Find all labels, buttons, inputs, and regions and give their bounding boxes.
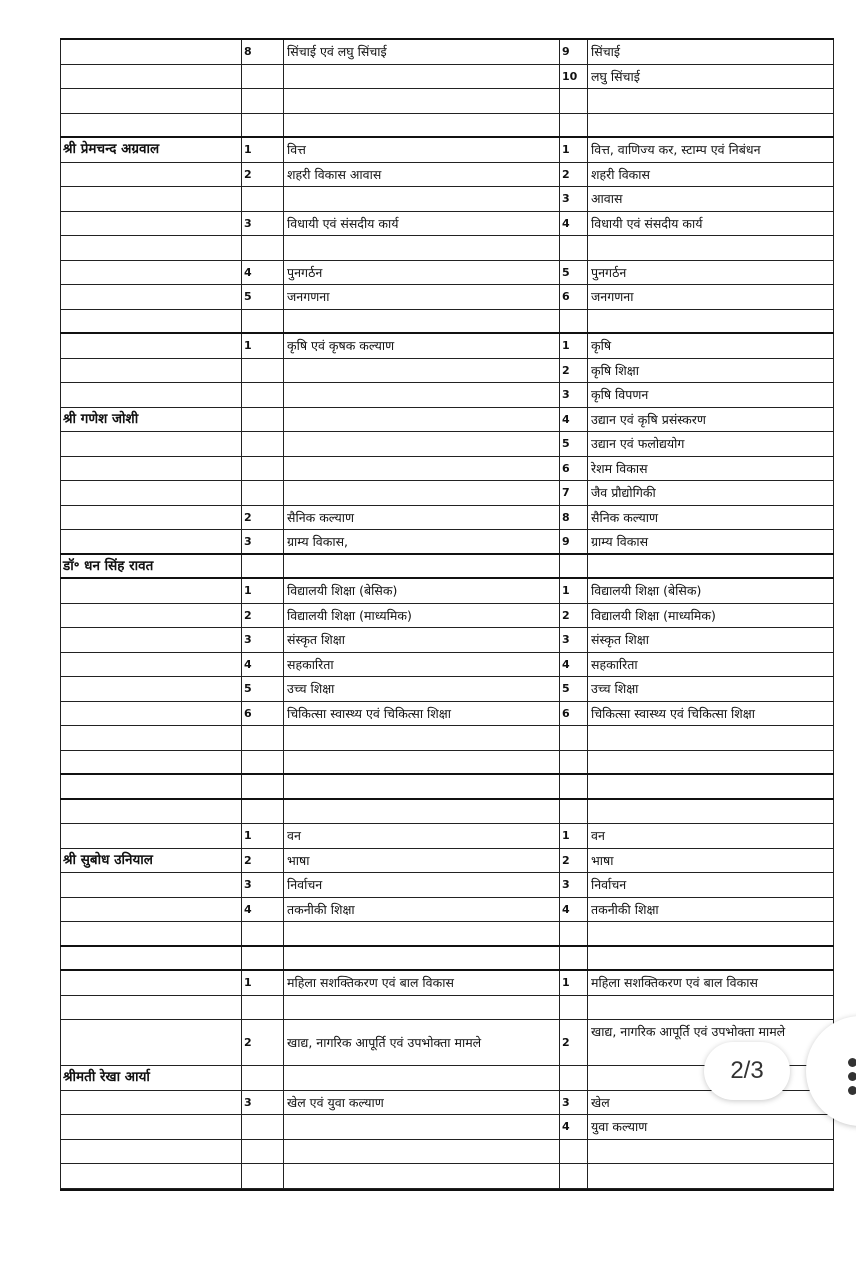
minister-name-cell — [60, 310, 241, 333]
department-cell: विद्यालयी शिक्षा (बेसिक) — [283, 579, 559, 603]
department-cell — [283, 383, 559, 407]
minister-name-cell: डॉ॰ धन सिंह रावत — [60, 555, 241, 578]
department-number-cell: 5 — [241, 677, 283, 701]
sub-department-number-cell: 5 — [559, 677, 587, 701]
minister-name-cell — [60, 163, 241, 187]
department-cell — [283, 1164, 559, 1188]
minister-name-cell — [60, 236, 241, 260]
minister-name-cell — [60, 775, 241, 798]
page-indicator-label: 2/3 — [730, 1057, 764, 1084]
department-number-cell — [241, 481, 283, 505]
department-cell: शहरी विकास आवास — [283, 163, 559, 187]
minister-name-cell — [60, 457, 241, 481]
sub-department-cell: विद्यालयी शिक्षा (माध्यमिक) — [587, 604, 834, 628]
sub-department-cell: उच्च शिक्षा — [587, 677, 834, 701]
sub-department-number-cell: 10 — [559, 65, 587, 89]
sub-department-cell: चिकित्सा स्वास्थ्य एवं चिकित्सा शिक्षा — [587, 702, 834, 726]
table-row — [60, 775, 834, 800]
table-row — [60, 702, 834, 727]
sub-department-cell: जनगणना — [587, 285, 834, 309]
sub-department-cell: विद्यालयी शिक्षा (बेसिक) — [587, 579, 834, 603]
department-number-cell: 4 — [241, 261, 283, 285]
sub-department-cell: ग्राम्य विकास — [587, 530, 834, 553]
sub-department-number-cell: 1 — [559, 334, 587, 358]
department-cell — [283, 947, 559, 970]
sub-department-cell: खेल — [587, 1091, 834, 1115]
sub-department-number-cell — [559, 922, 587, 945]
department-cell — [283, 1066, 559, 1090]
department-cell — [283, 751, 559, 774]
department-cell: विद्यालयी शिक्षा (माध्यमिक) — [283, 604, 559, 628]
sub-department-cell: वित्त, वाणिज्य कर, स्टाम्प एवं निबंधन — [587, 138, 834, 162]
sub-department-cell: निर्वाचन — [587, 873, 834, 897]
minister-name-cell — [60, 1115, 241, 1139]
minister-name-cell — [60, 212, 241, 236]
sub-department-cell — [587, 310, 834, 333]
department-cell — [283, 1140, 559, 1164]
sub-department-number-cell — [559, 1140, 587, 1164]
sub-department-number-cell — [559, 1164, 587, 1188]
department-number-cell — [241, 408, 283, 432]
department-cell — [283, 432, 559, 456]
sub-department-cell: जैव प्रौद्योगिकी — [587, 481, 834, 505]
department-number-cell: 6 — [241, 702, 283, 726]
sub-department-number-cell: 4 — [559, 408, 587, 432]
sub-department-cell: कृषि शिक्षा — [587, 359, 834, 383]
table-row — [60, 726, 834, 751]
department-number-cell — [241, 1140, 283, 1164]
table-row — [60, 163, 834, 188]
department-cell: खाद्य, नागरिक आपूर्ति एवं उपभोक्ता मामले — [283, 1020, 559, 1065]
sub-department-cell: महिला सशक्तिकरण एवं बाल विकास — [587, 971, 834, 995]
table-row — [60, 898, 834, 923]
department-number-cell: 2 — [241, 1020, 283, 1065]
sub-department-number-cell: 3 — [559, 383, 587, 407]
department-number-cell — [241, 359, 283, 383]
department-cell — [283, 359, 559, 383]
table-row — [60, 751, 834, 776]
department-number-cell — [241, 726, 283, 750]
sub-department-cell: भाषा — [587, 849, 834, 873]
table-row — [60, 212, 834, 237]
table-row — [60, 359, 834, 384]
sub-department-cell: तकनीकी शिक्षा — [587, 898, 834, 922]
minister-name-cell — [60, 898, 241, 922]
minister-name-cell — [60, 873, 241, 897]
table-row — [60, 1164, 834, 1189]
menu-dot-icon — [848, 1072, 856, 1081]
department-cell — [283, 408, 559, 432]
sub-department-number-cell — [559, 1066, 587, 1090]
sub-department-cell — [587, 89, 834, 113]
sub-department-number-cell: 8 — [559, 506, 587, 530]
department-cell: पुनगर्ठन — [283, 261, 559, 285]
department-number-cell: 3 — [241, 212, 283, 236]
sub-department-number-cell: 4 — [559, 653, 587, 677]
minister-name-cell — [60, 334, 241, 358]
sub-department-number-cell: 7 — [559, 481, 587, 505]
department-number-cell — [241, 1164, 283, 1188]
department-cell: संस्कृत शिक्षा — [283, 628, 559, 652]
table-row — [60, 261, 834, 286]
table-row — [60, 432, 834, 457]
sub-department-cell: रेशम विकास — [587, 457, 834, 481]
sub-department-cell — [587, 922, 834, 945]
sub-department-number-cell: 4 — [559, 212, 587, 236]
sub-department-cell — [587, 947, 834, 970]
minister-name-cell — [60, 40, 241, 64]
department-number-cell — [241, 1115, 283, 1139]
department-number-cell — [241, 457, 283, 481]
sub-department-number-cell: 3 — [559, 873, 587, 897]
department-number-cell: 2 — [241, 163, 283, 187]
sub-department-number-cell: 1 — [559, 971, 587, 995]
table-row — [60, 653, 834, 678]
table-row — [60, 947, 834, 972]
table-row — [60, 555, 834, 580]
department-number-cell — [241, 65, 283, 89]
department-cell: उच्च शिक्षा — [283, 677, 559, 701]
minister-name-cell: श्री सुबोध उनियाल — [60, 849, 241, 873]
table-row — [60, 236, 834, 261]
table-row — [60, 971, 834, 996]
minister-name-cell — [60, 922, 241, 945]
department-cell: सिंचाई एवं लघु सिंचाई — [283, 40, 559, 64]
sub-department-number-cell — [559, 310, 587, 333]
minister-name-cell — [60, 677, 241, 701]
department-number-cell — [241, 775, 283, 798]
department-cell: विधायी एवं संसदीय कार्य — [283, 212, 559, 236]
table-row — [60, 1115, 834, 1140]
department-number-cell — [241, 922, 283, 945]
department-cell: वन — [283, 824, 559, 848]
department-number-cell: 3 — [241, 628, 283, 652]
department-cell — [283, 236, 559, 260]
sub-department-cell — [587, 996, 834, 1020]
sub-department-cell: सिंचाई — [587, 40, 834, 64]
sub-department-number-cell: 2 — [559, 1020, 587, 1065]
minister-name-cell — [60, 506, 241, 530]
table-row — [60, 1140, 834, 1165]
minister-name-cell — [60, 971, 241, 995]
table-row — [60, 65, 834, 90]
sub-department-number-cell: 6 — [559, 285, 587, 309]
minister-name-cell — [60, 481, 241, 505]
sub-department-number-cell: 3 — [559, 187, 587, 211]
sub-department-number-cell — [559, 996, 587, 1020]
department-cell — [283, 775, 559, 798]
department-cell: खेल एवं युवा कल्याण — [283, 1091, 559, 1115]
table-row — [60, 800, 834, 825]
minister-name-cell — [60, 751, 241, 774]
sub-department-number-cell: 4 — [559, 898, 587, 922]
department-cell — [283, 996, 559, 1020]
minister-name-cell — [60, 432, 241, 456]
sub-department-number-cell: 2 — [559, 163, 587, 187]
department-cell — [283, 1115, 559, 1139]
table-row — [60, 334, 834, 359]
table-row — [60, 187, 834, 212]
department-cell — [283, 65, 559, 89]
department-number-cell — [241, 236, 283, 260]
department-number-cell: 1 — [241, 824, 283, 848]
sub-department-cell: खाद्य, नागरिक आपूर्ति एवं उपभोक्ता मामले — [587, 1020, 834, 1065]
sub-department-cell — [587, 726, 834, 750]
sub-department-number-cell — [559, 114, 587, 137]
table-row — [60, 40, 834, 65]
table-row — [60, 285, 834, 310]
minister-name-cell: श्रीमती रेखा आर्या — [60, 1066, 241, 1090]
table-row — [60, 873, 834, 898]
minister-name-cell — [60, 996, 241, 1020]
sub-department-cell: वन — [587, 824, 834, 848]
sub-department-number-cell — [559, 947, 587, 970]
department-number-cell — [241, 89, 283, 113]
department-number-cell — [241, 996, 283, 1020]
sub-department-number-cell — [559, 726, 587, 750]
table-row — [60, 506, 834, 531]
department-number-cell: 8 — [241, 40, 283, 64]
department-number-cell — [241, 947, 283, 970]
sub-department-cell: सहकारिता — [587, 653, 834, 677]
minister-name-cell — [60, 187, 241, 211]
minister-name-cell — [60, 1140, 241, 1164]
department-cell — [283, 114, 559, 137]
menu-dot-icon — [848, 1058, 856, 1067]
minister-name-cell — [60, 65, 241, 89]
department-cell — [283, 922, 559, 945]
minister-name-cell — [60, 579, 241, 603]
sub-department-cell: उद्यान एवं कृषि प्रसंस्करण — [587, 408, 834, 432]
sub-department-cell — [587, 751, 834, 774]
minister-name-cell — [60, 628, 241, 652]
minister-name-cell — [60, 702, 241, 726]
sub-department-number-cell — [559, 800, 587, 824]
table-row — [60, 824, 834, 849]
table-row — [60, 849, 834, 874]
table-row — [60, 481, 834, 506]
sub-department-number-cell: 3 — [559, 628, 587, 652]
minister-name-cell — [60, 383, 241, 407]
department-number-cell: 1 — [241, 138, 283, 162]
department-number-cell — [241, 555, 283, 578]
sub-department-number-cell: 9 — [559, 40, 587, 64]
department-number-cell — [241, 1066, 283, 1090]
department-cell: जनगणना — [283, 285, 559, 309]
minister-name-cell — [60, 726, 241, 750]
sub-department-cell: आवास — [587, 187, 834, 211]
sub-department-number-cell: 1 — [559, 138, 587, 162]
table-row — [60, 677, 834, 702]
sub-department-number-cell: 5 — [559, 432, 587, 456]
minister-name-cell — [60, 653, 241, 677]
sub-department-cell — [587, 775, 834, 798]
department-cell: चिकित्सा स्वास्थ्य एवं चिकित्सा शिक्षा — [283, 702, 559, 726]
department-number-cell — [241, 310, 283, 333]
sub-department-number-cell — [559, 555, 587, 578]
sub-department-number-cell: 6 — [559, 702, 587, 726]
sub-department-cell — [587, 236, 834, 260]
department-cell: सहकारिता — [283, 653, 559, 677]
minister-name-cell — [60, 530, 241, 553]
minister-name-cell — [60, 604, 241, 628]
department-cell: ग्राम्य विकास, — [283, 530, 559, 553]
department-number-cell — [241, 187, 283, 211]
table-row — [60, 310, 834, 335]
sub-department-number-cell: 2 — [559, 849, 587, 873]
minister-name-cell — [60, 359, 241, 383]
department-number-cell — [241, 432, 283, 456]
sub-department-number-cell — [559, 236, 587, 260]
sub-department-number-cell — [559, 89, 587, 113]
table-row — [60, 579, 834, 604]
sub-department-number-cell — [559, 751, 587, 774]
minister-name-cell — [60, 947, 241, 970]
minister-name-cell — [60, 89, 241, 113]
sub-department-cell: उद्यान एवं फलोद्ययोग — [587, 432, 834, 456]
department-number-cell: 3 — [241, 873, 283, 897]
department-number-cell — [241, 800, 283, 824]
sub-department-cell — [587, 1164, 834, 1188]
menu-dot-icon — [848, 1086, 856, 1095]
sub-department-number-cell — [559, 775, 587, 798]
minister-name-cell: श्री प्रेमचन्द अग्रवाल — [60, 138, 241, 162]
sub-department-cell: युवा कल्याण — [587, 1115, 834, 1139]
table-row — [60, 138, 834, 163]
table-row — [60, 996, 834, 1021]
table-row — [60, 604, 834, 629]
department-number-cell — [241, 114, 283, 137]
sub-department-cell: शहरी विकास — [587, 163, 834, 187]
department-cell: तकनीकी शिक्षा — [283, 898, 559, 922]
department-number-cell: 1 — [241, 971, 283, 995]
department-number-cell: 5 — [241, 285, 283, 309]
sub-department-cell: पुनगर्ठन — [587, 261, 834, 285]
department-cell — [283, 310, 559, 333]
department-cell — [283, 457, 559, 481]
table-row — [60, 922, 834, 947]
sub-department-cell: सैनिक कल्याण — [587, 506, 834, 530]
department-number-cell — [241, 751, 283, 774]
sub-department-number-cell: 1 — [559, 579, 587, 603]
minister-name-cell: श्री गणेश जोशी — [60, 408, 241, 432]
minister-name-cell — [60, 261, 241, 285]
department-number-cell — [241, 383, 283, 407]
sub-department-number-cell: 6 — [559, 457, 587, 481]
sub-department-cell: लघु सिंचाई — [587, 65, 834, 89]
sub-department-cell: विधायी एवं संसदीय कार्य — [587, 212, 834, 236]
department-cell: निर्वाचन — [283, 873, 559, 897]
sub-department-cell: कृषि विपणन — [587, 383, 834, 407]
department-cell — [283, 187, 559, 211]
department-cell — [283, 89, 559, 113]
sub-department-number-cell: 4 — [559, 1115, 587, 1139]
table-row — [60, 383, 834, 408]
department-cell: भाषा — [283, 849, 559, 873]
sub-department-cell: कृषि — [587, 334, 834, 358]
table-row — [60, 530, 834, 555]
department-number-cell: 1 — [241, 579, 283, 603]
minister-name-cell — [60, 800, 241, 824]
department-cell: सैनिक कल्याण — [283, 506, 559, 530]
department-cell — [283, 800, 559, 824]
department-cell: महिला सशक्तिकरण एवं बाल विकास — [283, 971, 559, 995]
table-row — [60, 114, 834, 139]
table-row — [60, 457, 834, 482]
department-number-cell: 2 — [241, 849, 283, 873]
department-number-cell: 2 — [241, 604, 283, 628]
department-number-cell: 4 — [241, 653, 283, 677]
department-number-cell: 3 — [241, 530, 283, 553]
department-number-cell: 4 — [241, 898, 283, 922]
sub-department-number-cell: 5 — [559, 261, 587, 285]
sub-department-cell — [587, 555, 834, 578]
minister-name-cell — [60, 285, 241, 309]
sub-department-number-cell: 3 — [559, 1091, 587, 1115]
sub-department-cell — [587, 800, 834, 824]
table-row — [60, 628, 834, 653]
ministers-table — [60, 38, 834, 1191]
sub-department-cell — [587, 114, 834, 137]
table-row — [60, 408, 834, 433]
department-cell — [283, 555, 559, 578]
minister-name-cell — [60, 824, 241, 848]
minister-name-cell — [60, 1020, 241, 1065]
sub-department-number-cell: 9 — [559, 530, 587, 553]
sub-department-number-cell: 2 — [559, 359, 587, 383]
sub-department-number-cell: 1 — [559, 824, 587, 848]
sub-department-number-cell: 2 — [559, 604, 587, 628]
department-cell: कृषि एवं कृषक कल्याण — [283, 334, 559, 358]
minister-name-cell — [60, 1091, 241, 1115]
minister-name-cell — [60, 114, 241, 137]
department-cell: वित्त — [283, 138, 559, 162]
department-cell — [283, 726, 559, 750]
minister-name-cell — [60, 1164, 241, 1188]
sub-department-cell — [587, 1140, 834, 1164]
sub-department-cell: संस्कृत शिक्षा — [587, 628, 834, 652]
department-number-cell: 2 — [241, 506, 283, 530]
page-indicator[interactable] — [704, 1042, 790, 1100]
department-number-cell: 1 — [241, 334, 283, 358]
table-row — [60, 89, 834, 114]
department-cell — [283, 481, 559, 505]
department-number-cell: 3 — [241, 1091, 283, 1115]
